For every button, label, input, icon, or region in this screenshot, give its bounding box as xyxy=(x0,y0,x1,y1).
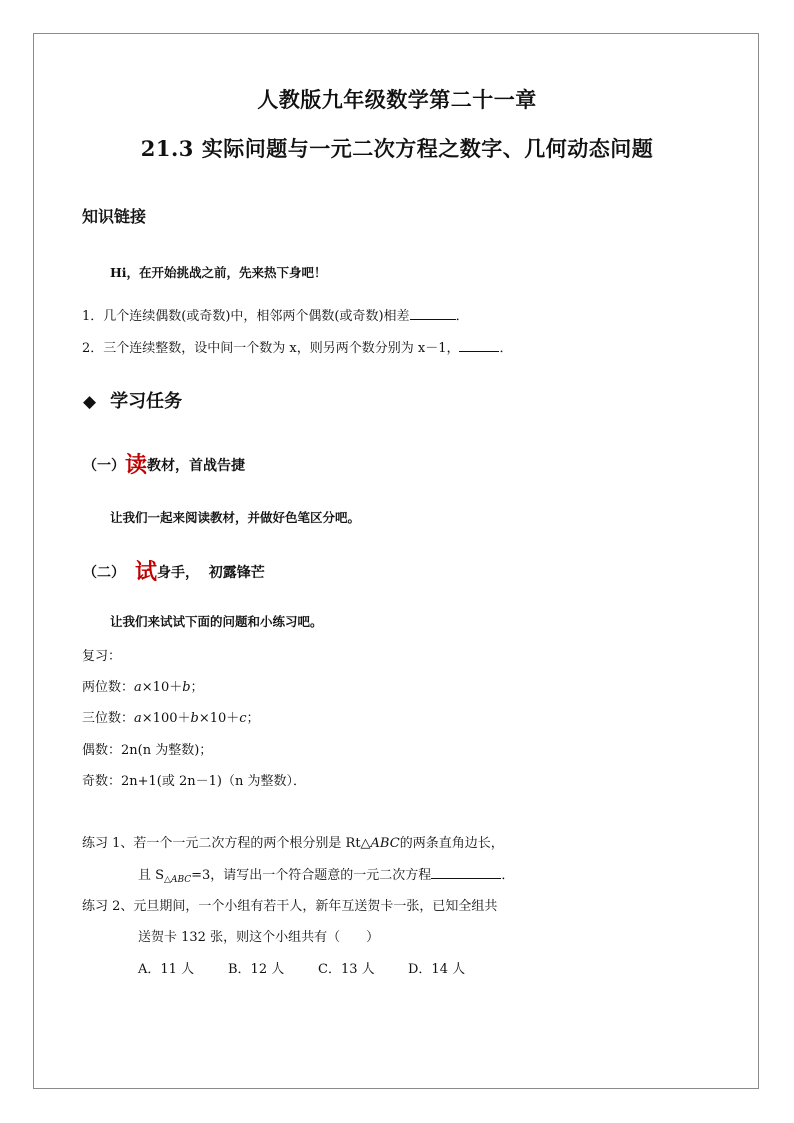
var-c: c xyxy=(239,711,247,726)
var-a: a xyxy=(134,680,142,695)
part1-instruction: 让我们一起来阅读教材，并做好色笔区分吧。 xyxy=(110,510,361,525)
var-b: b xyxy=(182,680,191,695)
task-heading-row xyxy=(83,387,182,413)
exercise-2-option-b: B．12 人 xyxy=(228,962,285,977)
answer-blank xyxy=(431,866,501,879)
exercise-1-line-1 xyxy=(82,832,504,851)
part1-rest: 教材，首战告捷 xyxy=(147,458,246,474)
three-digit-mid2: ×10＋ xyxy=(198,711,240,726)
warmup-intro: Hi，在开始挑战之前，先来热下身吧！ xyxy=(110,265,327,280)
part2-big-char: 试 xyxy=(135,559,158,585)
area-symbol: 且 S xyxy=(138,868,165,883)
exercise-1-pre: 练习 1、若一个一元二次方程的两个根分别是 Rt△ xyxy=(82,836,371,851)
exercise-2-option-a: A．11 人 xyxy=(138,962,195,977)
answer-blank xyxy=(459,339,499,352)
part2-prefix: （二） xyxy=(83,565,125,581)
task-heading: 学习任务 xyxy=(110,391,183,412)
area-subscript: △ABC xyxy=(164,875,192,885)
exercise-2-line-2: 送贺卡 132 张，则这个小组共有（ ） xyxy=(138,930,380,945)
knowledge-heading: 知识链接 xyxy=(82,207,147,226)
part2-instruction: 让我们来试试下面的问题和小练习吧。 xyxy=(110,614,323,629)
review-odd: 奇数：2n+1(或 2n－1)（n 为整数）． xyxy=(82,774,307,789)
three-digit-mid1: ×100＋ xyxy=(141,711,191,726)
part1-prefix: （一） xyxy=(83,458,125,474)
triangle-abc: ABC xyxy=(370,836,400,851)
question-2 xyxy=(82,337,513,356)
question-1 xyxy=(82,305,469,324)
two-digit-label: 两位数： xyxy=(82,680,135,695)
var-a: a xyxy=(134,711,142,726)
exercise-2-option-d: D．14 人 xyxy=(408,962,466,977)
exercise-1-end: ． xyxy=(501,868,515,883)
three-digit-end: ； xyxy=(246,711,260,726)
var-b: b xyxy=(190,711,199,726)
exercise-1-line-2-text: =3，请写出一个符合题意的一元二次方程 xyxy=(191,868,432,883)
part1-big-char: 读 xyxy=(125,452,148,478)
two-digit-end: ； xyxy=(190,680,204,695)
review-two-digit xyxy=(82,676,204,695)
part1-heading xyxy=(83,448,245,479)
document-title: 人教版九年级数学第二十一章 xyxy=(257,87,537,112)
exercise-2-line-1: 练习 2、元旦期间，一个小组有若干人，新年互送贺卡一张，已知全组共 xyxy=(82,899,498,914)
question-1-text: 1．几个连续偶数(或奇数)中，相邻两个偶数(或奇数)相差 xyxy=(82,309,410,324)
three-digit-label: 三位数： xyxy=(82,711,135,726)
diamond-bullet-icon: ◆ xyxy=(83,392,97,412)
exercise-2-option-c: C．13 人 xyxy=(318,962,375,977)
part2-rest: 身手， 初露锋芒 xyxy=(157,565,265,581)
review-even: 偶数：2n(n 为整数)； xyxy=(82,743,213,758)
question-2-text: 2．三个连续整数，设中间一个数为 x，则另两个数分别为 x－1， xyxy=(82,341,460,356)
review-three-digit xyxy=(82,707,260,726)
review-label: 复习： xyxy=(82,649,122,664)
question-1-end: ． xyxy=(455,309,469,324)
answer-blank xyxy=(410,307,456,320)
document-subtitle: 21.3 实际问题与一元二次方程之数字、几何动态问题 xyxy=(140,136,654,161)
part2-heading xyxy=(83,555,265,586)
exercise-1-line-2 xyxy=(138,864,514,885)
question-2-end: ． xyxy=(499,341,513,356)
two-digit-mid: ×10＋ xyxy=(141,680,183,695)
exercise-1-post: 的两条直角边长， xyxy=(399,836,504,851)
